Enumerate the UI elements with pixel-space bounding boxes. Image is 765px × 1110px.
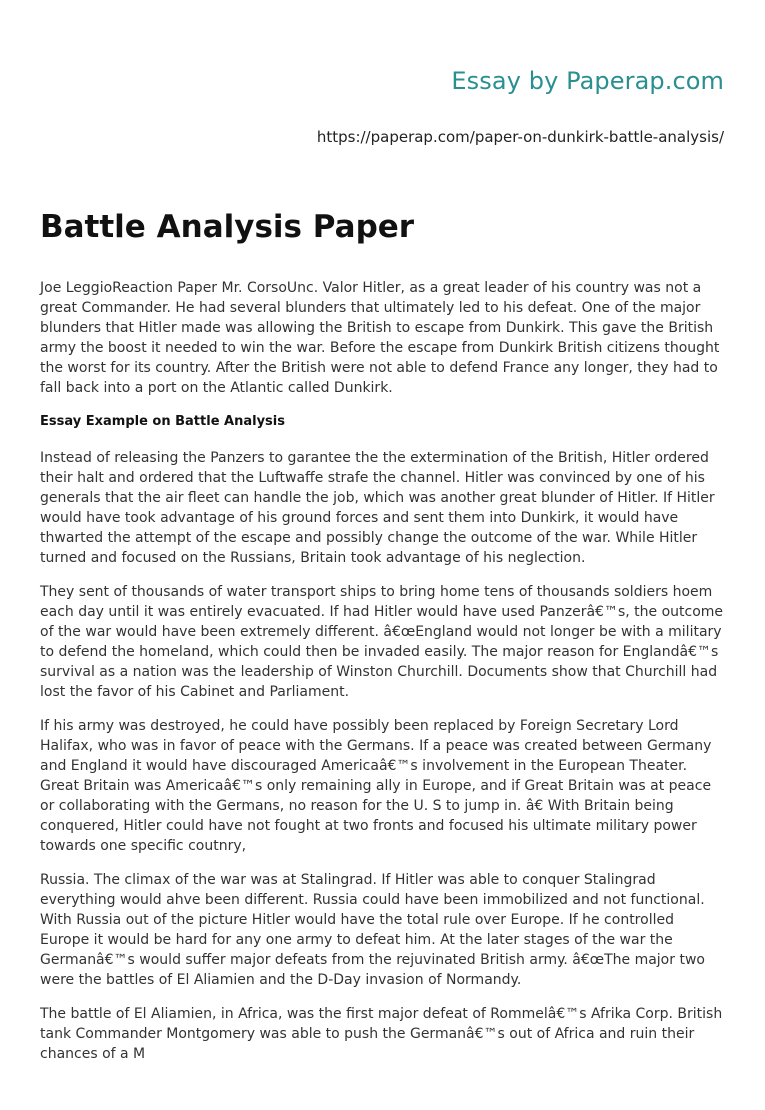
- paragraph-stalingrad: Russia. The climax of the war was at Stalingrad. If Hitler was able to conquer Stalingrad everything would ahve been different. Russia could have been immobilized and not functional. With Russia out of the picture Hitler would have the total rule over Europe. If he controlled Europe it would be hard for any one army to defeat him. At the later stages of the war the Germanâ€™s would suffer major defeats from the rejuvinated British army. â€œThe major two were the battles of El Aliamien and the D-Day invasion of Normandy.: [40, 872, 705, 988]
- site-brand[interactable]: Essay by Paperap.com: [451, 67, 724, 95]
- page-title: Battle Analysis Paper: [40, 209, 415, 245]
- paragraph-el-aliamien: The battle of El Aliamien, in Africa, was the first major defeat of Rommelâ€™s Afrika Corp. British tank Commander Montgomery was able to push the Germanâ€™s out of Africa and ruin their chances of a M: [40, 1006, 723, 1062]
- paragraph-halifax: If his army was destroyed, he could have possibly been replaced by Foreign Secretary Lord Halifax, who was in favor of peace with the Germans. If a peace was created between Germany and England it would have discouraged Americaâ€™s involvement in the European Theater. Great Britain was Americaâ€™s only remaining ally in Europe, and if Great Britain was at peace or collaborating with the Germans, no reason for the U. S to jump in. â€ With Britain being conquered, Hitler could have not fought at two fronts and focused his ultimate military power towards one specific coutnry,: [40, 718, 712, 854]
- intro-paragraph: Joe LeggioReaction Paper Mr. CorsoUnc. Valor Hitler, as a great leader of his country was not a great Commander. He had several blunders that ultimately led to his defeat. One of the major blunders that Hitler made was allowing the British to escape from Dunkirk. This gave the British army the boost it needed to win the war. Before the escape from Dunkirk British citizens thought the worst for its country. After the British were not able to defend France any longer, they had to fall back into a port on the Atlantic called Dunkirk.: [40, 280, 720, 396]
- source-url[interactable]: https://paperap.com/paper-on-dunkirk-battle-analysis/: [316, 128, 724, 146]
- article-body: [40, 278, 726, 1078]
- essay-example-heading: Essay Example on Battle Analysis: [40, 414, 285, 429]
- paragraph-evacuation: They sent of thousands of water transport ships to bring home tens of thousands soldiers hoem each day until it was entirely evacuated. If had Hitler would have used Panzerâ€™s, the outcome of the war would have been extremely different. â€œEngland would not longer be with a military to defend the homeland, which could then be invaded easily. The major reason for Englandâ€™s survival as a nation was the leadership of Winston Churchill. Documents show that Churchill had lost the favor of his Cabinet and Parliament.: [40, 584, 724, 700]
- paragraph-panzers: Instead of releasing the Panzers to garantee the the extermination of the British, Hitler ordered their halt and ordered that the Luftwaffe strafe the channel. Hitler was convinced by one of his generals that the air fleet can handle the job, which was another great blunder of Hitler. If Hitler would have took advantage of his ground forces and sent them into Dunkirk, it would have thwarted the attempt of the escape and possibly change the outcome of the war. While Hitler turned and focused on the Russians, Britain took advantage of his neglection.: [40, 450, 715, 566]
